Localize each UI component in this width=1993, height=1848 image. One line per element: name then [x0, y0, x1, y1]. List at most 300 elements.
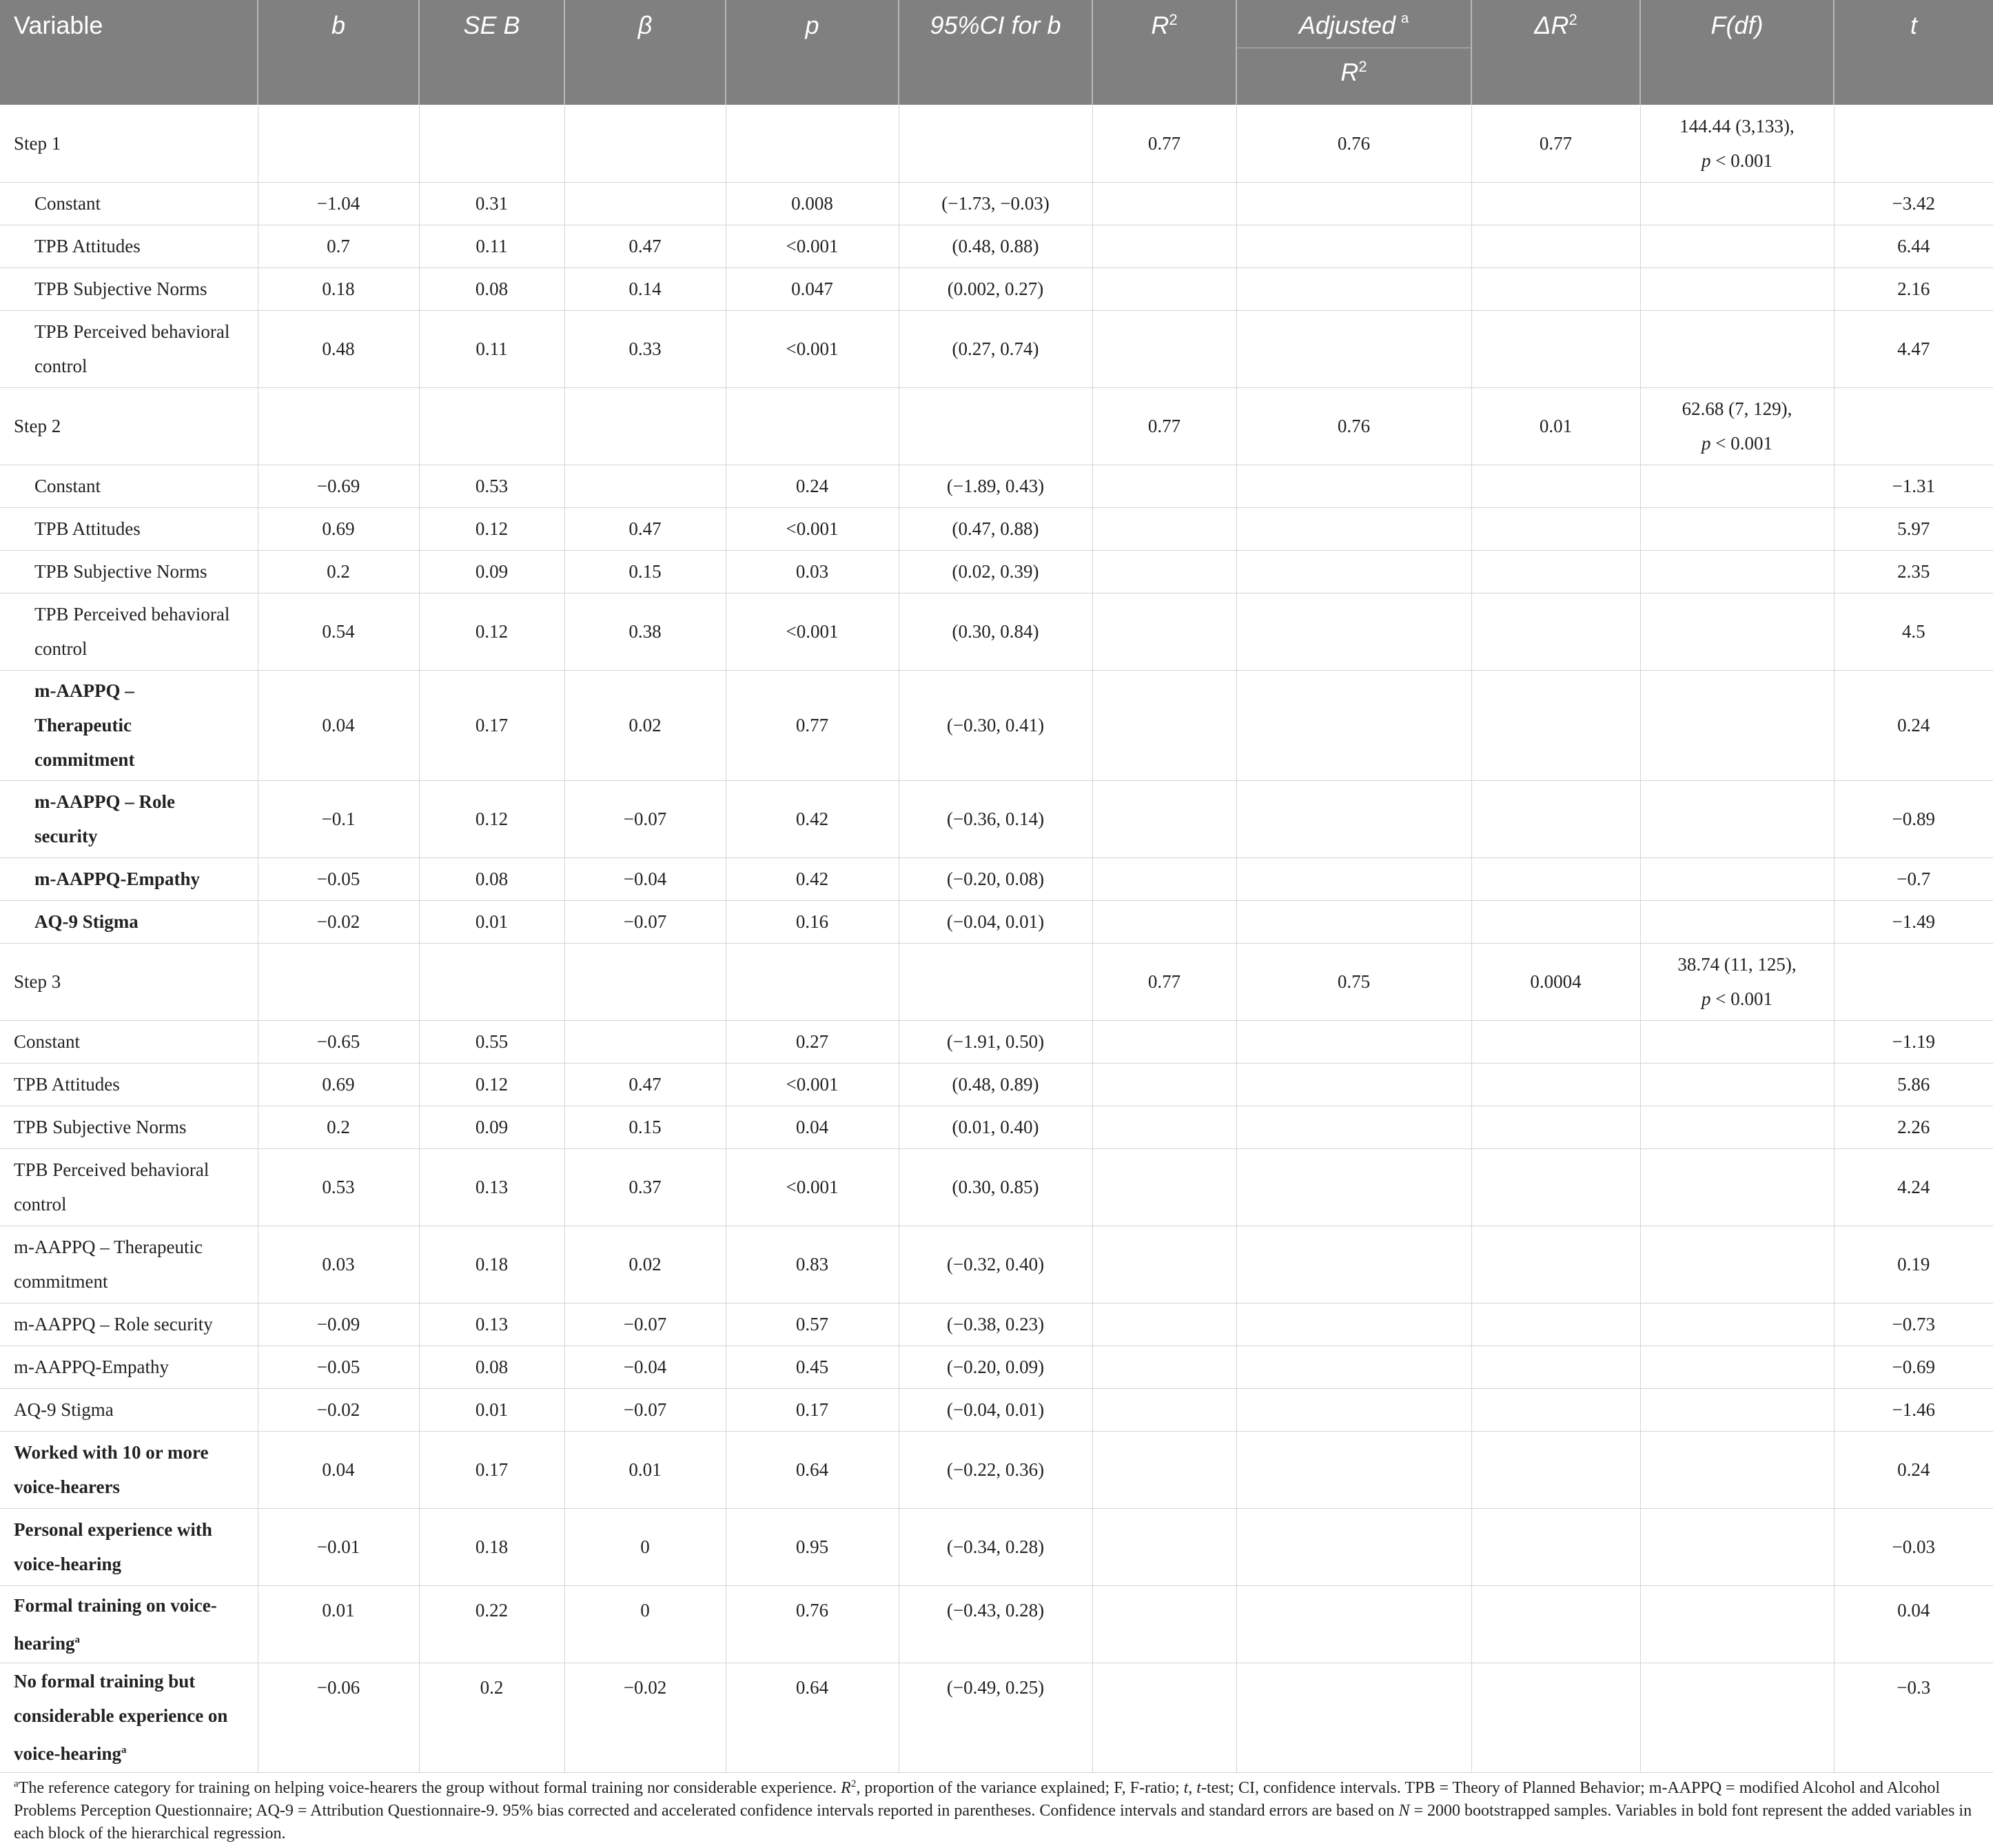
- fdf-rest: < 0.001: [1710, 433, 1772, 454]
- cell-ci: (0.01, 0.40): [899, 1106, 1092, 1148]
- cell-b: 0.54: [258, 593, 419, 670]
- table-row: [0, 507, 1993, 550]
- cell-empty: [899, 105, 1092, 182]
- row-label-line: commitment: [34, 749, 135, 770]
- cell-se: 0.17: [419, 670, 564, 780]
- fdf-p: p: [1701, 433, 1711, 454]
- cell-empty: [1236, 182, 1471, 225]
- cell-empty: [1640, 1431, 1834, 1508]
- table-row: [0, 1020, 1993, 1063]
- cell-b: −0.1: [258, 780, 419, 857]
- cell-empty: [1471, 1148, 1640, 1226]
- cell-empty: [1236, 1508, 1471, 1585]
- cell-empty: [1092, 1020, 1236, 1063]
- cell-b: −1.04: [258, 182, 419, 225]
- cell-empty: [1092, 267, 1236, 310]
- row-label-line: voice-hearing: [14, 1743, 121, 1764]
- fdf-p: p: [1701, 150, 1711, 171]
- cell-empty: [1471, 182, 1640, 225]
- cell-beta: 0.37: [564, 1148, 726, 1226]
- cell-empty: [1236, 507, 1471, 550]
- cell-t: 6.44: [1834, 225, 1993, 267]
- row-label: AQ-9 Stigma: [0, 1388, 258, 1431]
- header-delta-r2: [1471, 0, 1640, 105]
- cell-ci: (−0.20, 0.08): [899, 857, 1092, 900]
- cell-beta: −0.07: [564, 780, 726, 857]
- cell-empty: [1640, 670, 1834, 780]
- cell-ci: (−1.89, 0.43): [899, 465, 1092, 507]
- cell-p: <0.001: [726, 593, 899, 670]
- cell-p: <0.001: [726, 1148, 899, 1226]
- cell-empty: [564, 943, 726, 1020]
- row-label: TPB Subjective Norms: [0, 1106, 258, 1148]
- cell-empty: [1640, 1388, 1834, 1431]
- cell-r2: 0.77: [1092, 943, 1236, 1020]
- cell-t: −3.42: [1834, 182, 1993, 225]
- header-row: [0, 0, 1993, 105]
- cell-empty: [1640, 1226, 1834, 1303]
- cell-t: −0.3: [1834, 1663, 1993, 1772]
- cell-p: 0.83: [726, 1226, 899, 1303]
- footnote-t: t: [1183, 1779, 1189, 1797]
- cell-se: 0.11: [419, 310, 564, 387]
- cell-t: −0.89: [1834, 780, 1993, 857]
- cell-se: 0.55: [419, 1020, 564, 1063]
- cell-empty: [1236, 1303, 1471, 1346]
- header-fdf: F(df): [1640, 0, 1834, 105]
- row-label-line: m-AAPPQ –: [34, 680, 134, 701]
- cell-empty: [1471, 1303, 1640, 1346]
- cell-b: −0.01: [258, 1508, 419, 1585]
- cell-empty: [1471, 1063, 1640, 1106]
- row-label-line: control: [34, 356, 88, 376]
- row-label: [0, 310, 258, 387]
- cell-ci: (−0.30, 0.41): [899, 670, 1092, 780]
- cell-ci: (0.30, 0.85): [899, 1148, 1092, 1226]
- fdf-line1: 38.74 (11, 125),: [1677, 954, 1797, 975]
- cell-p: 0.95: [726, 1508, 899, 1585]
- cell-beta: 0.14: [564, 267, 726, 310]
- cell-empty: [258, 943, 419, 1020]
- table-row: [0, 225, 1993, 267]
- row-label: [0, 670, 258, 780]
- cell-b: 0.48: [258, 310, 419, 387]
- cell-empty: [1092, 857, 1236, 900]
- table-row: [0, 1431, 1993, 1508]
- cell-p: <0.001: [726, 507, 899, 550]
- cell-beta: 0.47: [564, 225, 726, 267]
- cell-empty: [1092, 1226, 1236, 1303]
- cell-t: 2.16: [1834, 267, 1993, 310]
- cell-empty: [1092, 225, 1236, 267]
- row-label-line: voice-hearers: [14, 1476, 120, 1497]
- cell-empty: [1640, 182, 1834, 225]
- cell-adj-r2: 0.75: [1236, 943, 1471, 1020]
- cell-empty: [1236, 465, 1471, 507]
- cell-b: 0.69: [258, 507, 419, 550]
- cell-beta: [564, 182, 726, 225]
- cell-se: 0.2: [419, 1663, 564, 1772]
- row-label-line: m-AAPPQ – Therapeutic: [14, 1237, 203, 1257]
- cell-empty: [419, 943, 564, 1020]
- cell-t: −1.31: [1834, 465, 1993, 507]
- table-row: [0, 900, 1993, 943]
- cell-se: 0.09: [419, 1106, 564, 1148]
- header-beta: β: [564, 0, 726, 105]
- row-label-line: Worked with 10 or more: [14, 1442, 209, 1463]
- cell-p: 0.17: [726, 1388, 899, 1431]
- cell-empty: [1092, 1508, 1236, 1585]
- row-label-line: m-AAPPQ – Role: [34, 791, 175, 812]
- cell-empty: [1236, 593, 1471, 670]
- cell-empty: [419, 387, 564, 465]
- cell-empty: [419, 105, 564, 182]
- cell-empty: [1092, 310, 1236, 387]
- header-adjusted-r-text: R: [1340, 58, 1359, 86]
- header-adjusted-sup: a: [1400, 11, 1409, 26]
- step-row: [0, 943, 1993, 1020]
- cell-empty: [1092, 550, 1236, 593]
- row-label-line: TPB Perceived behavioral: [14, 1159, 209, 1180]
- cell-se: 0.53: [419, 465, 564, 507]
- cell-ci: (−0.04, 0.01): [899, 1388, 1092, 1431]
- fdf-rest: < 0.001: [1710, 150, 1772, 171]
- table-footnote: [14, 1773, 1985, 1845]
- cell-p: 0.64: [726, 1663, 899, 1772]
- table-row: [0, 1346, 1993, 1388]
- cell-p: 0.03: [726, 550, 899, 593]
- cell-empty: [1640, 780, 1834, 857]
- cell-se: 0.12: [419, 507, 564, 550]
- row-label-line: voice-hearing: [14, 1554, 121, 1574]
- cell-p: 0.27: [726, 1020, 899, 1063]
- cell-se: 0.09: [419, 550, 564, 593]
- header-ci: 95%CI for b: [899, 0, 1092, 105]
- row-label: Constant: [0, 1020, 258, 1063]
- cell-delta-r2: 0.77: [1471, 105, 1640, 182]
- cell-p: 0.047: [726, 267, 899, 310]
- cell-beta: −0.07: [564, 1388, 726, 1431]
- row-label: m-AAPPQ-Empathy: [0, 857, 258, 900]
- cell-beta: −0.04: [564, 1346, 726, 1388]
- step-label: Step 2: [0, 387, 258, 465]
- cell-empty: [1236, 1346, 1471, 1388]
- cell-ci: (0.02, 0.39): [899, 550, 1092, 593]
- row-label: [0, 1148, 258, 1226]
- cell-ci: (−0.20, 0.09): [899, 1346, 1092, 1388]
- cell-ci: (−0.49, 0.25): [899, 1663, 1092, 1772]
- cell-empty: [1092, 182, 1236, 225]
- cell-t: −1.46: [1834, 1388, 1993, 1431]
- cell-empty: [1640, 1148, 1834, 1226]
- cell-empty: [1640, 550, 1834, 593]
- cell-beta: 0.33: [564, 310, 726, 387]
- cell-beta: −0.04: [564, 857, 726, 900]
- step-label: Step 3: [0, 943, 258, 1020]
- cell-t: −1.19: [1834, 1020, 1993, 1063]
- cell-ci: (−0.22, 0.36): [899, 1431, 1092, 1508]
- row-label: m-AAPPQ – Role security: [0, 1303, 258, 1346]
- cell-beta: 0.47: [564, 1063, 726, 1106]
- cell-empty: [1640, 1020, 1834, 1063]
- cell-se: 0.11: [419, 225, 564, 267]
- cell-b: 0.04: [258, 670, 419, 780]
- row-label-line: hearing: [14, 1632, 75, 1654]
- cell-se: 0.17: [419, 1431, 564, 1508]
- cell-empty: [1471, 1388, 1640, 1431]
- row-label: [0, 593, 258, 670]
- cell-t: −0.03: [1834, 1508, 1993, 1585]
- cell-t: 0.19: [1834, 1226, 1993, 1303]
- header-t: t: [1834, 0, 1993, 105]
- cell-beta: 0.02: [564, 670, 726, 780]
- cell-b: −0.05: [258, 857, 419, 900]
- header-adjusted-text: Adjusted: [1298, 11, 1396, 39]
- cell-empty: [899, 387, 1092, 465]
- header-adjusted-top: [1237, 0, 1471, 48]
- cell-t: 4.24: [1834, 1148, 1993, 1226]
- cell-adj-r2: 0.76: [1236, 387, 1471, 465]
- cell-beta: 0.01: [564, 1431, 726, 1508]
- cell-empty: [1640, 593, 1834, 670]
- row-label-line: Formal training on voice-: [14, 1594, 217, 1616]
- footnote-text: The reference category for training on helping voice-hearers the group without formal training nor considerable experience.: [18, 1779, 841, 1797]
- cell-empty: [258, 105, 419, 182]
- cell-p: 0.77: [726, 670, 899, 780]
- row-label: AQ-9 Stigma: [0, 900, 258, 943]
- cell-empty: [1471, 507, 1640, 550]
- cell-empty: [1640, 1303, 1834, 1346]
- cell-ci: (0.27, 0.74): [899, 310, 1092, 387]
- cell-empty: [1236, 670, 1471, 780]
- cell-ci: (−0.43, 0.28): [899, 1585, 1092, 1663]
- cell-t: 5.86: [1834, 1063, 1993, 1106]
- cell-beta: −0.02: [564, 1663, 726, 1772]
- cell-ci: (0.47, 0.88): [899, 507, 1092, 550]
- row-label: TPB Subjective Norms: [0, 267, 258, 310]
- cell-b: 0.53: [258, 1148, 419, 1226]
- header-adjusted-r-sup: 2: [1358, 58, 1367, 75]
- cell-empty: [1236, 1388, 1471, 1431]
- cell-t: 0.24: [1834, 670, 1993, 780]
- cell-p: 0.42: [726, 780, 899, 857]
- cell-t: −1.49: [1834, 900, 1993, 943]
- step-row: [0, 387, 1993, 465]
- cell-empty: [1236, 857, 1471, 900]
- cell-b: 0.2: [258, 1106, 419, 1148]
- cell-b: 0.04: [258, 1431, 419, 1508]
- cell-empty: [1471, 1226, 1640, 1303]
- table-row: [0, 1508, 1993, 1585]
- cell-ci: (0.002, 0.27): [899, 267, 1092, 310]
- table-row: [0, 857, 1993, 900]
- cell-empty: [1236, 225, 1471, 267]
- cell-empty: [1640, 900, 1834, 943]
- cell-se: 0.22: [419, 1585, 564, 1663]
- cell-empty: [1640, 1508, 1834, 1585]
- cell-empty: [1236, 267, 1471, 310]
- cell-empty: [1236, 1431, 1471, 1508]
- cell-p: 0.16: [726, 900, 899, 943]
- cell-delta-r2: 0.0004: [1471, 943, 1640, 1020]
- cell-empty: [1640, 1063, 1834, 1106]
- cell-ci: (−0.04, 0.01): [899, 900, 1092, 943]
- cell-t: 2.26: [1834, 1106, 1993, 1148]
- cell-empty: [258, 387, 419, 465]
- fdf-line1: 144.44 (3,133),: [1679, 115, 1795, 136]
- row-label: TPB Attitudes: [0, 507, 258, 550]
- table-row: [0, 593, 1993, 670]
- cell-beta: −0.07: [564, 900, 726, 943]
- row-label: [0, 1508, 258, 1585]
- row-label: TPB Subjective Norms: [0, 550, 258, 593]
- cell-empty: [1236, 550, 1471, 593]
- cell-ci: (−0.38, 0.23): [899, 1303, 1092, 1346]
- cell-empty: [1092, 780, 1236, 857]
- cell-empty: [1640, 1106, 1834, 1148]
- header-r2: [1092, 0, 1236, 105]
- fdf-p: p: [1701, 988, 1711, 1009]
- cell-empty: [1471, 1431, 1640, 1508]
- cell-empty: [1236, 780, 1471, 857]
- cell-empty: [726, 943, 899, 1020]
- cell-empty: [726, 387, 899, 465]
- header-variable: Variable: [0, 0, 258, 105]
- row-label: [0, 780, 258, 857]
- row-label-line: control: [14, 1194, 67, 1215]
- cell-empty: [1092, 1431, 1236, 1508]
- cell-delta-r2: 0.01: [1471, 387, 1640, 465]
- cell-empty: [1471, 1020, 1640, 1063]
- cell-se: 0.12: [419, 593, 564, 670]
- table-row: [0, 1063, 1993, 1106]
- cell-empty: [1471, 550, 1640, 593]
- cell-t: 5.97: [1834, 507, 1993, 550]
- row-label-line: TPB Perceived behavioral: [34, 321, 230, 342]
- cell-empty: [1640, 507, 1834, 550]
- step-label: Step 1: [0, 105, 258, 182]
- cell-empty: [1236, 1106, 1471, 1148]
- cell-empty: [1471, 465, 1640, 507]
- cell-se: 0.01: [419, 1388, 564, 1431]
- table-row: [0, 1303, 1993, 1346]
- cell-empty: [899, 943, 1092, 1020]
- cell-empty: [1236, 1020, 1471, 1063]
- cell-p: 0.64: [726, 1431, 899, 1508]
- table-row: [0, 310, 1993, 387]
- cell-p: 0.04: [726, 1106, 899, 1148]
- cell-empty: [1471, 780, 1640, 857]
- cell-ci: (0.30, 0.84): [899, 593, 1092, 670]
- table-row: [0, 1226, 1993, 1303]
- cell-empty: [1471, 1106, 1640, 1148]
- row-label-line: commitment: [14, 1271, 108, 1292]
- step-row: [0, 105, 1993, 182]
- cell-empty: [1471, 857, 1640, 900]
- row-label-line: Therapeutic: [34, 715, 132, 735]
- cell-empty: [1640, 1585, 1834, 1663]
- cell-empty: [1471, 1346, 1640, 1388]
- cell-empty: [1471, 310, 1640, 387]
- cell-ci: (−1.91, 0.50): [899, 1020, 1092, 1063]
- table-row: [0, 465, 1993, 507]
- cell-empty: [1092, 465, 1236, 507]
- cell-se: 0.01: [419, 900, 564, 943]
- cell-beta: 0.47: [564, 507, 726, 550]
- cell-b: 0.03: [258, 1226, 419, 1303]
- cell-empty: [1092, 507, 1236, 550]
- cell-empty: [1471, 1508, 1640, 1585]
- cell-fdf: [1640, 105, 1834, 182]
- cell-ci: (−0.34, 0.28): [899, 1508, 1092, 1585]
- row-label-line: TPB Perceived behavioral: [34, 604, 230, 625]
- cell-beta: 0: [564, 1585, 726, 1663]
- row-label: [0, 1226, 258, 1303]
- cell-empty: [1640, 857, 1834, 900]
- row-label: [0, 1585, 258, 1663]
- table-row: [0, 1148, 1993, 1226]
- footnote-n: N: [1398, 1802, 1410, 1820]
- header-r2-text: R: [1151, 11, 1169, 39]
- cell-b: −0.02: [258, 900, 419, 943]
- cell-t: −0.73: [1834, 1303, 1993, 1346]
- cell-empty: [1640, 225, 1834, 267]
- row-label: TPB Attitudes: [0, 1063, 258, 1106]
- cell-empty: [1092, 1063, 1236, 1106]
- row-label-line: security: [34, 826, 98, 846]
- cell-empty: [564, 105, 726, 182]
- cell-b: −0.65: [258, 1020, 419, 1063]
- fdf-line1: 62.68 (7, 129),: [1682, 398, 1792, 419]
- cell-se: 0.12: [419, 780, 564, 857]
- cell-p: 0.42: [726, 857, 899, 900]
- cell-b: −0.09: [258, 1303, 419, 1346]
- row-label: m-AAPPQ-Empathy: [0, 1346, 258, 1388]
- cell-empty: [1092, 670, 1236, 780]
- cell-empty: [1640, 465, 1834, 507]
- cell-b: 0.18: [258, 267, 419, 310]
- row-label-line: No formal training but: [14, 1671, 196, 1692]
- cell-se: 0.31: [419, 182, 564, 225]
- fdf-rest: < 0.001: [1710, 988, 1772, 1009]
- cell-empty: [1834, 105, 1993, 182]
- cell-empty: [1236, 1063, 1471, 1106]
- cell-b: −0.06: [258, 1663, 419, 1772]
- header-r2-sup: 2: [1169, 11, 1178, 28]
- cell-empty: [1471, 670, 1640, 780]
- table-row: [0, 1585, 1993, 1663]
- cell-empty: [1092, 1663, 1236, 1772]
- table-row: [0, 1106, 1993, 1148]
- cell-beta: [564, 465, 726, 507]
- table-row: [0, 1388, 1993, 1431]
- cell-b: 0.7: [258, 225, 419, 267]
- header-se-b: SE B: [419, 0, 564, 105]
- cell-t: −0.69: [1834, 1346, 1993, 1388]
- cell-empty: [1092, 1148, 1236, 1226]
- header-p: p: [726, 0, 899, 105]
- cell-empty: [1236, 1585, 1471, 1663]
- row-label: [0, 1431, 258, 1508]
- cell-beta: 0.15: [564, 1106, 726, 1148]
- cell-empty: [726, 105, 899, 182]
- cell-b: −0.02: [258, 1388, 419, 1431]
- cell-fdf: [1640, 943, 1834, 1020]
- row-label-sup: a: [121, 1745, 127, 1756]
- row-label-line: considerable experience on: [14, 1705, 228, 1726]
- row-label-line: control: [34, 638, 88, 659]
- cell-empty: [1236, 900, 1471, 943]
